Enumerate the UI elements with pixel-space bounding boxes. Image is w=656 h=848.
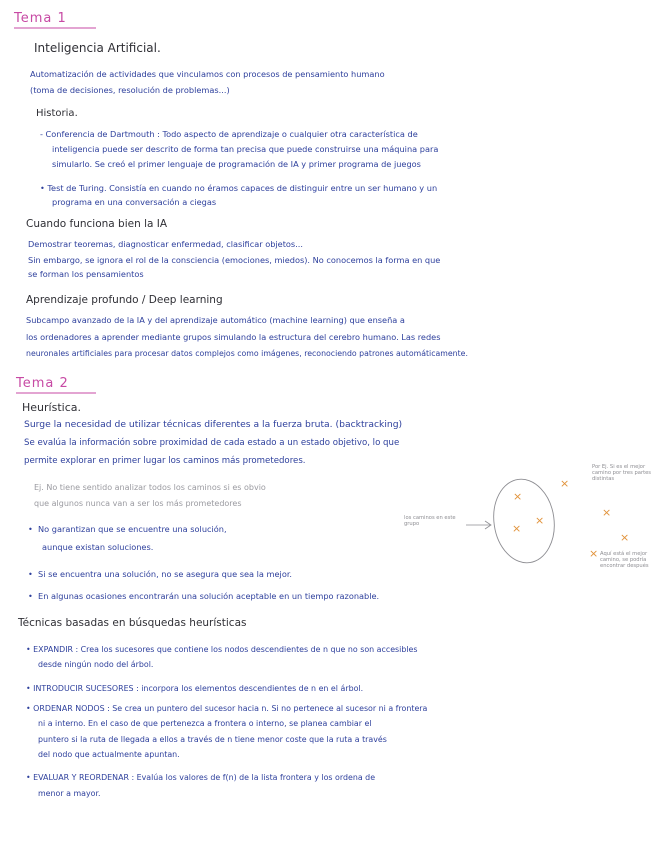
diagram-left-note: los caminos en este grupo (404, 515, 456, 527)
tema-2-underline (16, 392, 116, 396)
diagram-ellipse (492, 477, 562, 567)
node-mark: × (535, 514, 545, 527)
ia-definition-line-1: Automatización de actividades que vinculamos con procesos de pensamiento humano (30, 69, 385, 79)
tecnica-expandir-line-1: EXPANDIR : Crea los sucesores que contiene los nodos descendientes de n que no son accesibles (33, 645, 418, 654)
node-mark: × (620, 531, 630, 544)
tecnica-ordenar-line-3: puntero si la ruta de llegada a ellos a través de n tiene menor coste que la ruta a través (38, 735, 387, 744)
bullet-dot: • (26, 704, 34, 713)
diagram-right-bottom-note: Aquí está el mejor camino, se podría encontrar después (600, 551, 649, 569)
bullet-dot: • (26, 773, 34, 782)
node-mark: × (602, 506, 612, 519)
heuristic-bullet-2-line-1: Si se encuentra una solución, no se asegura que sea la mejor. (38, 569, 293, 579)
diagram-right-top-note: Por Ej. Si es el mejor camino por tres partes distintas (592, 464, 652, 482)
heuristic-bullet-3 (28, 592, 379, 600)
bullet-dot: • (28, 591, 39, 601)
tecnicas-heading: Técnicas basadas en búsquedas heurísticas (18, 617, 247, 629)
historia-item-2-line-1: • Test de Turing. Consistía en cuando no éramos capaces de distinguir entre un ser humano y un (40, 183, 438, 193)
tema-1-title: Tema 1 (14, 11, 67, 26)
cuando-line-3: se forman los pensamientos (28, 269, 144, 279)
tecnica-expandir-line-2: desde ningún nodo del árbol. (38, 660, 154, 669)
tecnica-ordenar-line-1: ORDENAR NODOS : Se crea un puntero del sucesor hacia n. Si no pertenece al sucesor ni a frontera (33, 704, 428, 713)
historia-item-2-line-2: programa en una conversación a ciegas (52, 197, 217, 207)
heuristic-bullet-2 (28, 570, 292, 578)
heuristic-bullet-1-line-2: aunque existan soluciones. (42, 542, 154, 552)
cuando-line-2: Sin embargo, se ignora el rol de la consciencia (emociones, miedos). No conocemos la forma en que (28, 255, 441, 265)
historia-item-1-line-2: inteligencia puede ser descrito de forma tan precisa que puede construirse una máquina para (52, 144, 439, 154)
tema-1-underline (14, 27, 114, 31)
heuristica-heading: Heurística. (22, 401, 81, 414)
bullet-dot: • (28, 569, 39, 579)
node-mark: × (513, 490, 523, 503)
example-note-line-1: Ej. No tiene sentido analizar todos los caminos si es obvio (34, 483, 266, 492)
bullet-dot: • (26, 684, 34, 693)
example-note-line-2: que algunos nunca van a ser los más prometedores (34, 499, 242, 508)
historia-heading: Historia. (36, 108, 78, 119)
deep-learning-line-2: los ordenadores a aprender mediante grupos simulando la estructura del cerebro humano. Las redes (26, 332, 441, 342)
tecnica-introducir (26, 685, 363, 693)
ia-definition-line-2: (toma de decisiones, resolución de problemas...) (30, 85, 230, 95)
bullet-dot: • (26, 645, 34, 654)
tecnica-ordenar-line-4: del nodo que actualmente apuntan. (38, 750, 180, 759)
bullet-dot: • (28, 524, 39, 534)
cuando-line-1: Demostrar teoremas, diagnosticar enfermedad, clasificar objetos... (28, 239, 304, 249)
ia-heading: Inteligencia Artificial. (34, 41, 161, 55)
node-mark: × (512, 522, 522, 535)
tecnica-evaluar-line-1: EVALUAR Y REORDENAR : Evalúa los valores de f(n) de la lista frontera y los ordena de (33, 773, 376, 782)
tecnica-ordenar-line-2: ni a interno. En el caso de que pertenezca a frontera o interno, se planea cambiar el (38, 719, 372, 728)
node-mark: × (560, 477, 570, 490)
tecnica-introducir-line-1: INTRODUCIR SUCESORES : incorpora los elementos descendientes de n en el árbol. (33, 684, 364, 693)
tecnica-evaluar-line-2: menor a mayor. (38, 789, 101, 798)
node-mark: × (589, 547, 599, 560)
tecnica-ordenar (26, 705, 427, 713)
heuristica-line-3: permite explorar en primer lugar los caminos más prometedores. (24, 456, 306, 466)
cuando-heading: Cuando funciona bien la IA (26, 218, 168, 230)
deep-learning-line-3: neuronales artificiales para procesar datos complejos como imágenes, reconociendo patrones automáticamente. (26, 349, 468, 358)
heuristic-bullet-1-line-1: No garantizan que se encuentre una solución, (38, 524, 227, 534)
historia-item-1-line-1: - Conferencia de Dartmouth : Todo aspecto de aprendizaje o cualquier otra característica de (40, 129, 418, 139)
historia-item-1-line-3: simularlo. Se creó el primer lenguaje de programación de IA y primer programa de juegos (52, 159, 421, 169)
tecnica-evaluar (26, 774, 375, 782)
heuristica-line-1: Surge la necesidad de utilizar técnicas diferentes a la fuerza bruta. (backtracking) (24, 419, 403, 430)
heuristic-bullet-3-line-1: En algunas ocasiones encontrarán una solución aceptable en un tiempo razonable. (38, 591, 380, 601)
tecnica-expandir (26, 646, 418, 654)
deep-learning-line-1: Subcampo avanzado de la IA y del aprendizaje automático (machine learning) que enseña a (26, 315, 405, 325)
heuristic-bullet-1 (28, 525, 227, 533)
heuristica-line-2: Se evalúa la información sobre proximidad de cada estado a un estado objetivo, lo que (24, 438, 400, 448)
deep-learning-heading: Aprendizaje profundo / Deep learning (26, 294, 223, 306)
tema-2-title: Tema 2 (16, 376, 69, 391)
